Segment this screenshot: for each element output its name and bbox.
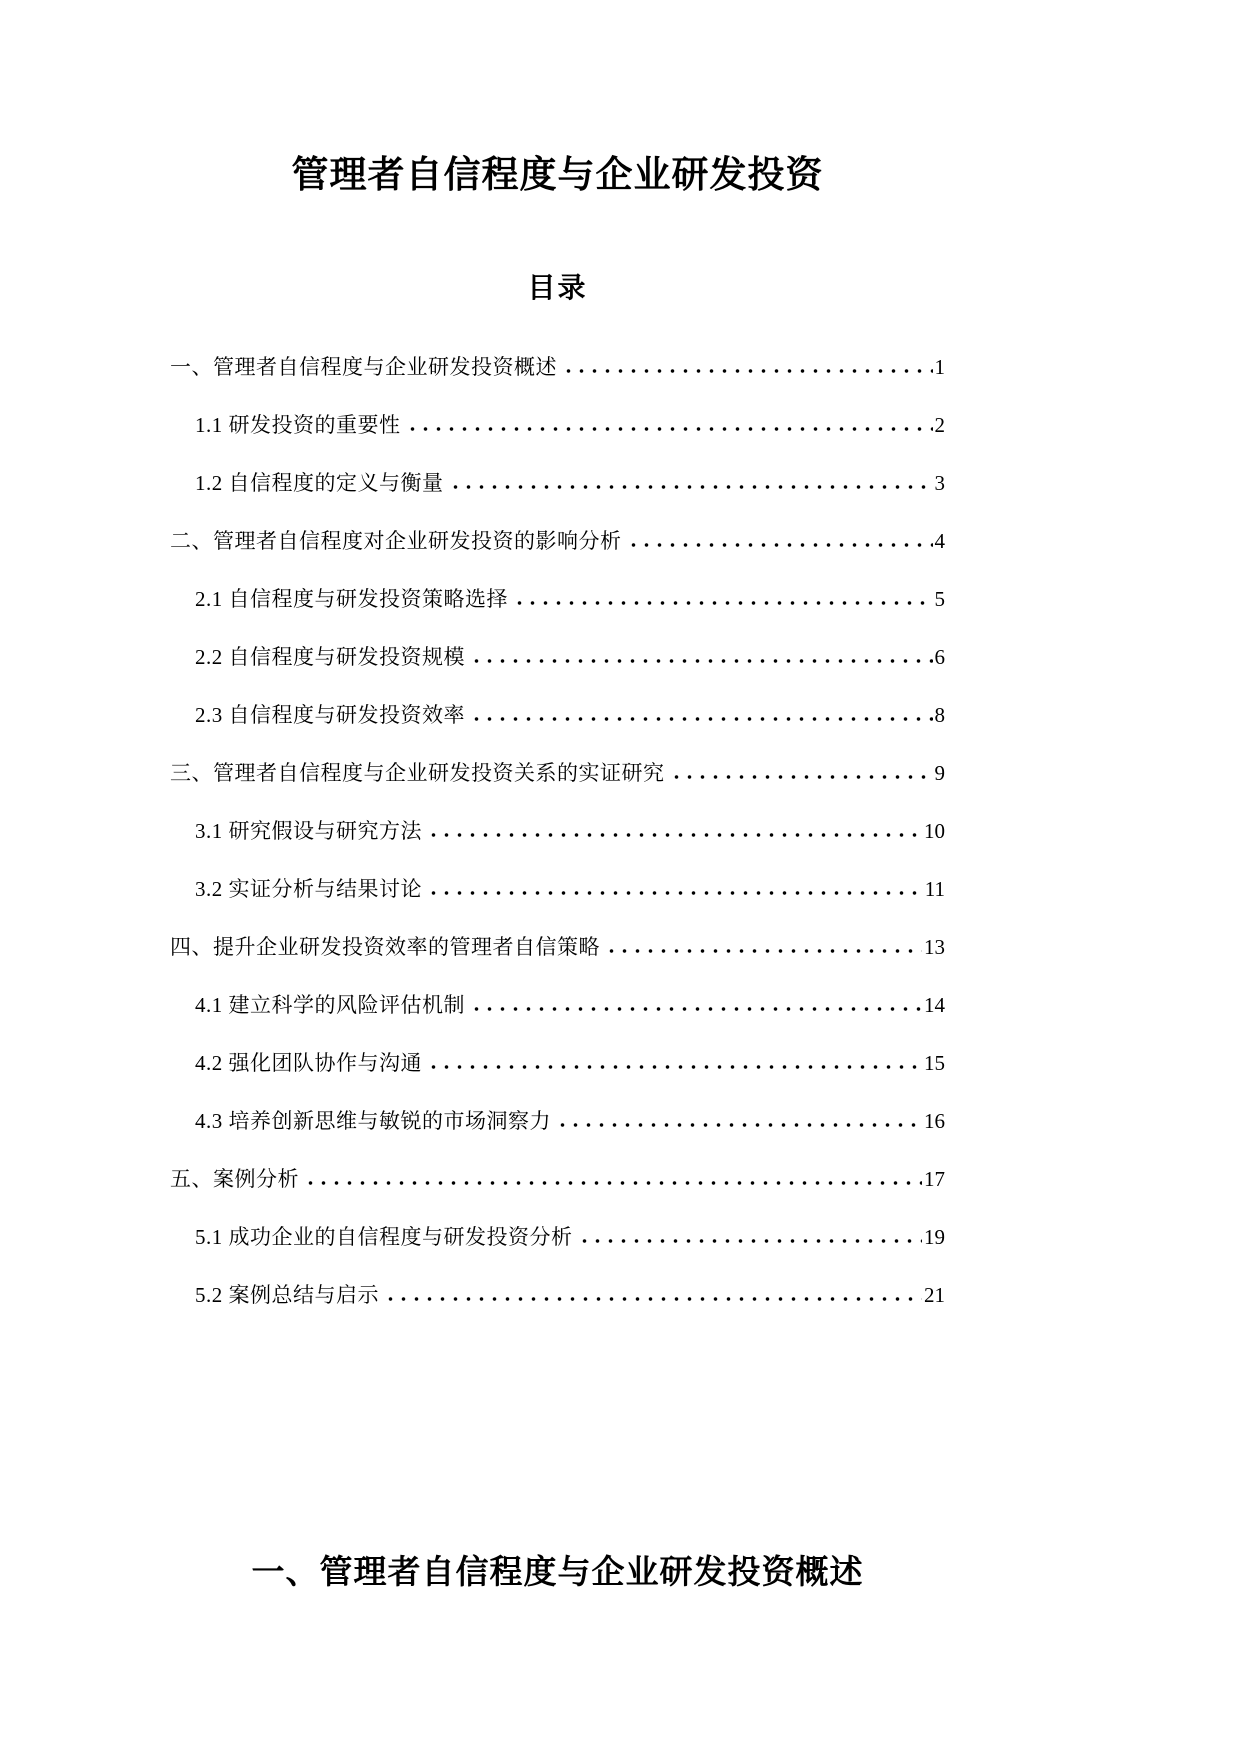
toc-entry-page: 21 — [924, 1283, 945, 1307]
toc-entry[interactable] — [170, 512, 945, 570]
toc-entry-label: 5.1 成功企业的自信程度与研发投资分析 — [195, 1225, 573, 1249]
toc-entry-page: 19 — [924, 1225, 945, 1249]
dot-leader — [402, 426, 933, 432]
toc-entry[interactable] — [170, 1034, 945, 1092]
dot-leader — [558, 368, 933, 374]
toc-entry-page: 15 — [924, 1051, 945, 1075]
toc-entry[interactable] — [170, 802, 945, 860]
toc-entry[interactable] — [170, 1092, 945, 1150]
dot-leader — [380, 1296, 922, 1302]
toc-entry[interactable] — [170, 976, 945, 1034]
dot-leader — [666, 774, 933, 780]
dot-leader — [466, 716, 933, 722]
toc-entry-label: 5.2 案例总结与启示 — [195, 1283, 379, 1307]
toc-entry-label: 2.3 自信程度与研发投资效率 — [195, 703, 465, 727]
dot-leader — [466, 1006, 922, 1012]
toc-entry-page: 17 — [924, 1167, 945, 1191]
toc-entry-page: 16 — [924, 1109, 945, 1133]
toc-entry-label: 二、管理者自信程度对企业研发投资的影响分析 — [170, 529, 622, 553]
dot-leader — [445, 484, 933, 490]
toc-entry-label: 1.1 研发投资的重要性 — [195, 413, 401, 437]
toc-entry[interactable] — [170, 686, 945, 744]
toc-entry[interactable] — [170, 860, 945, 918]
toc-entry-label: 2.2 自信程度与研发投资规模 — [195, 645, 465, 669]
toc-entry[interactable] — [170, 1150, 945, 1208]
dot-leader — [423, 1064, 922, 1070]
toc-entry[interactable] — [170, 338, 945, 396]
toc-entry-label: 4.3 培养创新思维与敏锐的市场洞察力 — [195, 1109, 551, 1133]
dot-leader — [423, 890, 923, 896]
table-of-contents — [170, 338, 945, 1324]
toc-entry-page: 1 — [934, 355, 945, 379]
toc-entry-page: 2 — [934, 413, 945, 437]
toc-entry-page: 6 — [934, 645, 945, 669]
toc-entry-label: 3.1 研究假设与研究方法 — [195, 819, 422, 843]
dot-leader — [552, 1122, 922, 1128]
toc-entry-label: 4.2 强化团队协作与沟通 — [195, 1051, 422, 1075]
dot-leader — [300, 1180, 922, 1186]
toc-entry-page: 3 — [934, 471, 945, 495]
toc-entry[interactable] — [170, 570, 945, 628]
toc-entry-label: 4.1 建立科学的风险评估机制 — [195, 993, 465, 1017]
toc-entry[interactable] — [170, 628, 945, 686]
dot-leader — [623, 542, 933, 548]
toc-entry[interactable] — [170, 744, 945, 802]
toc-entry-label: 三、管理者自信程度与企业研发投资关系的实证研究 — [170, 761, 665, 785]
toc-entry[interactable] — [170, 396, 945, 454]
toc-entry-page: 8 — [934, 703, 945, 727]
toc-entry-label: 五、案例分析 — [170, 1167, 299, 1191]
toc-entry-page: 9 — [934, 761, 945, 785]
section-heading: 一、管理者自信程度与企业研发投资概述 — [251, 1555, 864, 1592]
toc-entry[interactable] — [170, 918, 945, 976]
toc-entry[interactable] — [170, 454, 945, 512]
toc-heading: 目录 — [527, 273, 588, 305]
dot-leader — [509, 600, 933, 606]
toc-entry-page: 11 — [924, 877, 945, 901]
toc-entry-page: 4 — [934, 529, 945, 553]
toc-entry-page: 14 — [924, 993, 945, 1017]
dot-leader — [466, 658, 933, 664]
toc-entry-label: 1.2 自信程度的定义与衡量 — [195, 471, 444, 495]
toc-entry-label: 四、提升企业研发投资效率的管理者自信策略 — [170, 935, 600, 959]
toc-entry-page: 13 — [924, 935, 945, 959]
toc-entry-label: 2.1 自信程度与研发投资策略选择 — [195, 587, 508, 611]
dot-leader — [574, 1238, 923, 1244]
toc-entry-page: 5 — [934, 587, 945, 611]
document-title: 管理者自信程度与企业研发投资 — [291, 154, 824, 196]
toc-entry[interactable] — [170, 1266, 945, 1324]
toc-entry[interactable] — [170, 1208, 945, 1266]
dot-leader — [601, 948, 922, 954]
toc-entry-page: 10 — [924, 819, 945, 843]
dot-leader — [423, 832, 922, 838]
toc-entry-label: 3.2 实证分析与结果讨论 — [195, 877, 422, 901]
toc-entry-label: 一、管理者自信程度与企业研发投资概述 — [170, 355, 557, 379]
